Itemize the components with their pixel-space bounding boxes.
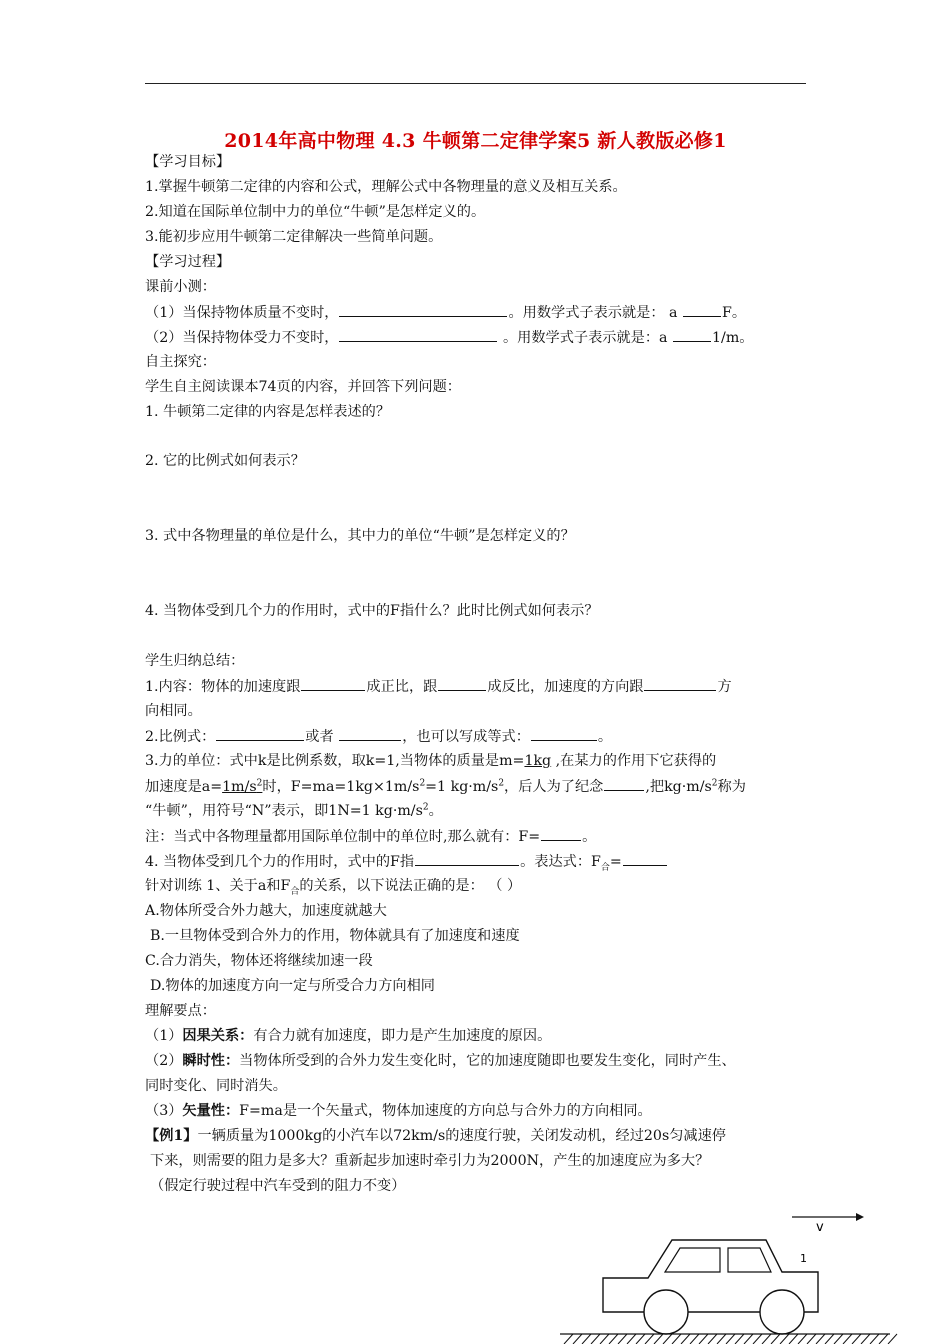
pretest-2: （2）当保持物体受力不变时， 。用数学式子表示就是：a 1/m。: [145, 330, 754, 346]
ground-hatching: [564, 1334, 897, 1344]
question-2: 2. 它的比例式如何表示？: [145, 453, 305, 469]
page-number: 1: [800, 1252, 807, 1265]
hatch-line: [789, 1334, 798, 1344]
explore-heading: 自主探究：: [145, 354, 216, 370]
hatch-line: [780, 1334, 789, 1344]
hatch-line: [627, 1334, 636, 1344]
hatch-line: [744, 1334, 753, 1344]
hatch-line: [600, 1334, 609, 1344]
blank[interactable]: [216, 727, 304, 741]
car-rear-window: [728, 1248, 771, 1272]
summary-3-cont: 加速度是$a=1m/s^2$时，$F=ma=1kg\times 1m/s^2=1$ $kg\cdot m/s^2$，后人为了纪念 ,把$kg\cdot m/s^2$称为: [145, 778, 746, 795]
key-heading: 理解要点：: [145, 1003, 216, 1019]
blank[interactable]: [531, 727, 597, 741]
hatch-line: [564, 1334, 573, 1344]
hatch-line: [771, 1334, 780, 1344]
hatch-line: [825, 1334, 834, 1344]
hatch-line: [834, 1334, 843, 1344]
blank[interactable]: [673, 328, 711, 342]
summary-2: 2.比例式： 或者 ，也可以写成等式： 。: [145, 729, 613, 745]
blank[interactable]: [644, 677, 716, 691]
hatch-line: [699, 1334, 708, 1344]
hatch-line: [582, 1334, 591, 1344]
key-point-3: （3）矢量性：F=ma是一个矢量式，物体加速度的方向总与合外力的方向相同。: [145, 1103, 652, 1119]
hatch-line: [690, 1334, 699, 1344]
hatch-line: [717, 1334, 726, 1344]
blank[interactable]: [301, 677, 365, 691]
blank[interactable]: [339, 328, 497, 342]
hatch-line: [735, 1334, 744, 1344]
note: 注：当式中各物理量都用国际单位制中的单位时,那么就有：F= 。: [145, 829, 597, 845]
option-b: B.一旦物体受到合外力的作用，物体就具有了加速度和速度: [150, 928, 520, 944]
header-rule: [145, 83, 806, 84]
question-3: 3. 式中各物理量的单位是什么，其中力的单位“牛顿”是怎样定义的？: [145, 528, 575, 544]
summary-1: 1.内容：物体的加速度跟 成正比，跟 成反比，加速度的方向跟 方: [145, 679, 732, 695]
hatch-line: [816, 1334, 825, 1344]
hatch-line: [663, 1334, 672, 1344]
explore-intro: 学生自主阅读课本74页的内容，并回答下列问题：: [145, 379, 461, 395]
option-c: C.合力消失，物体还将继续加速一段: [145, 953, 373, 969]
key-point-2-cont: 同时变化、同时消失。: [145, 1078, 287, 1094]
hatch-line: [870, 1334, 879, 1344]
blank[interactable]: [339, 727, 401, 741]
summary-3: 3.力的单位：式中k是比例系数，取k=1,当物体的质量是m=1kg ,在某力的作用下它获得的: [145, 753, 717, 769]
key-point-2: （2）瞬时性：当物体所受到的合外力发生变化时，它的加速度随即也要发生变化，同时产生、: [145, 1053, 736, 1069]
hatch-line: [888, 1334, 897, 1344]
blank[interactable]: [683, 303, 721, 317]
hatch-line: [618, 1334, 627, 1344]
hatch-line: [753, 1334, 762, 1344]
hatch-line: [645, 1334, 654, 1344]
question-4: 4. 当物体受到几个力的作用时，式中的F指什么？此时比例式如何表示？: [145, 603, 599, 619]
training-question: 针对训练 1、关于a和$F_合$的关系，以下说法正确的是： （ ）: [145, 878, 522, 897]
hatch-line: [807, 1334, 816, 1344]
page-title: 2014年高中物理 4.3 牛顿第二定律学案5 新人教版必修1: [224, 130, 727, 152]
blank[interactable]: [541, 827, 581, 841]
hatch-line: [681, 1334, 690, 1344]
hatch-line: [843, 1334, 852, 1344]
hatch-line: [672, 1334, 681, 1344]
blank[interactable]: [623, 852, 667, 866]
example-1-note: （假定行驶过程中汽车受到的阻力不变）: [150, 1178, 406, 1194]
pretest-1: （1）当保持物体质量不变时， 。用数学式子表示就是： a F。: [145, 305, 747, 321]
blank[interactable]: [604, 777, 644, 791]
goal-1: 1.掌握牛顿第二定律的内容和公式，理解公式中各物理量的意义及相互关系。: [145, 179, 627, 195]
arrowhead-icon: [856, 1213, 864, 1221]
summary-4: 4. 当物体受到几个力的作用时，式中的F指 。表达式：$F_合=$: [145, 852, 668, 871]
example-1: 【例1】一辆质量为1000kg的小汽车以72km/s的速度行驶，关闭发动机，经过20s匀减速停: [145, 1128, 726, 1144]
summary-1-cont: 向相同。: [145, 703, 202, 719]
hatch-line: [762, 1334, 771, 1344]
hatch-line: [573, 1334, 582, 1344]
car-rear-wheel: [760, 1290, 804, 1334]
hatch-line: [726, 1334, 735, 1344]
hatch-line: [879, 1334, 888, 1344]
hatch-line: [798, 1334, 807, 1344]
option-d: D.物体的加速度方向一定与所受合力方向相同: [150, 978, 435, 994]
hatch-line: [609, 1334, 618, 1344]
example-1-cont: 下来，则需要的阻力是多大？重新起步加速时牵引力为2000N，产生的加速度应为多大？: [150, 1153, 710, 1169]
blank[interactable]: [339, 303, 507, 317]
question-1: 1. 牛顿第二定律的内容是怎样表述的？: [145, 404, 391, 420]
summary-heading: 学生归纳总结：: [145, 653, 245, 669]
key-point-1: （1）因果关系：有合力就有加速度，即力是产生加速度的原因。: [145, 1028, 552, 1044]
hatch-line: [852, 1334, 861, 1344]
blank[interactable]: [438, 677, 486, 691]
hatch-line: [636, 1334, 645, 1344]
velocity-label: v: [816, 1220, 824, 1235]
summary-3-cont2: “牛顿”，用符号“N”表示，即1N=1 $kg\cdot m/s^2$。: [145, 802, 443, 819]
goals-heading: 【学习目标】: [145, 154, 231, 170]
hatch-line: [861, 1334, 870, 1344]
hatch-line: [708, 1334, 717, 1344]
blank[interactable]: [415, 852, 519, 866]
goal-2: 2.知道在国际单位制中力的单位“牛顿”是怎样定义的。: [145, 204, 486, 220]
pretest-heading: 课前小测：: [145, 279, 216, 295]
option-a: A.物体所受合外力越大，加速度就越大: [145, 903, 387, 919]
process-heading: 【学习过程】: [145, 254, 231, 270]
goal-3: 3.能初步应用牛顿第二定律解决一些简单问题。: [145, 229, 443, 245]
hatch-line: [654, 1334, 663, 1344]
car-diagram: [560, 1200, 900, 1344]
hatch-line: [591, 1334, 600, 1344]
car-front-window: [665, 1248, 720, 1272]
car-front-wheel: [644, 1290, 688, 1334]
